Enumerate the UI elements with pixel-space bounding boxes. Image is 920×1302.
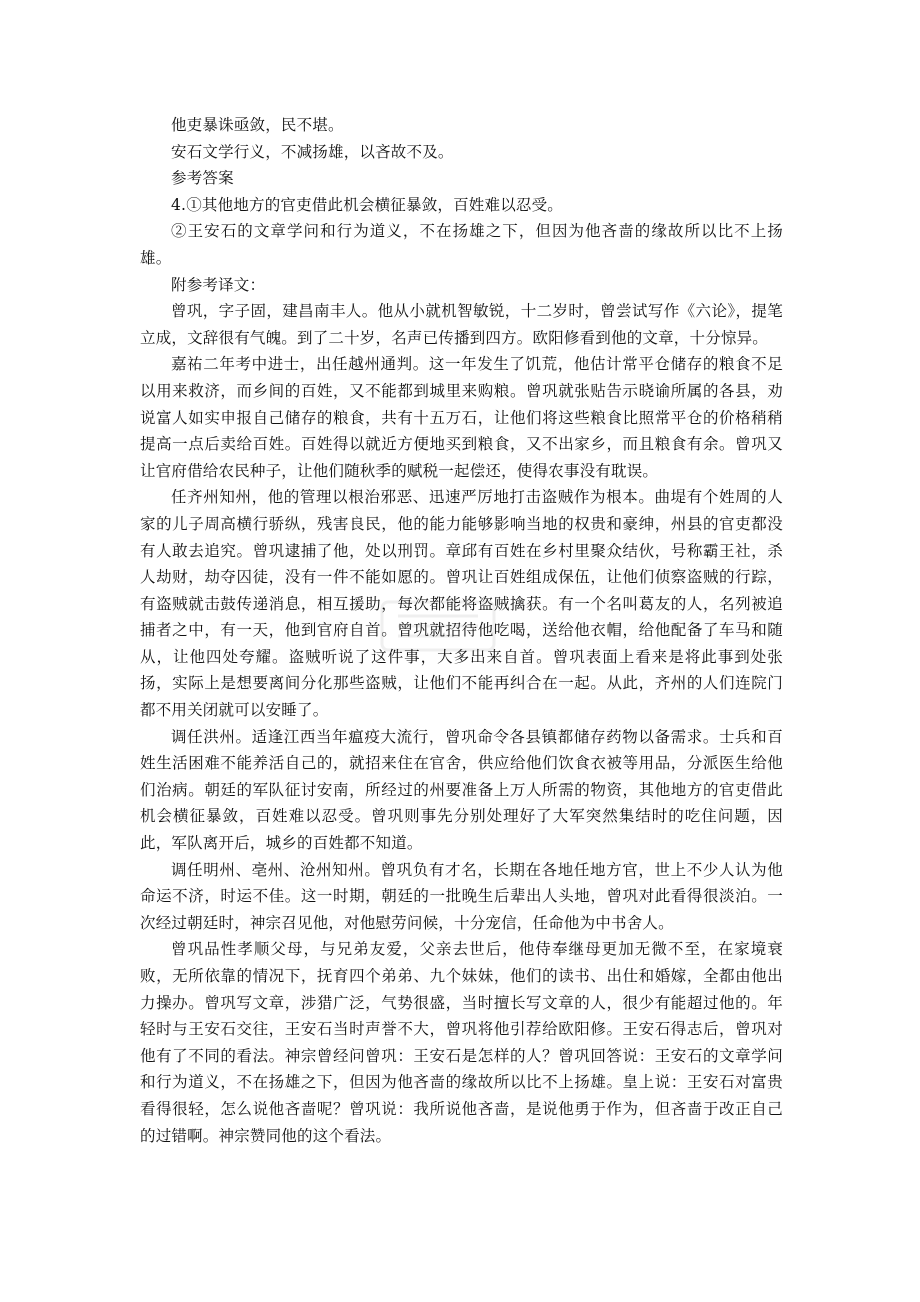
translation-paragraph-2: 嘉祐二年考中进士，出任越州通判。这一年发生了饥荒，他估计常平仓储存的粮食不足以用来救济，而乡间的百姓，又不能都到城里来购粮。曾巩就张贴告示晓谕所属的各县，劝说富人如实申报自己储存的粮食，共有十五万石，让他们将这些粮食比照常平仓的价格稍稍提高一点后卖给百姓。百姓得以就近方便地买到粮食，又不出家乡，而且粮食有余。曾巩又让官府借给农民种子，让他们随秋季的赋税一起偿还，使得农事没有耽误。	[140, 355, 783, 480]
answer-item-2: ②王安石的文章学问和行为道义，不在扬雄之下，但因为他吝啬的缘故所以比不上扬雄。	[140, 222, 783, 267]
translation-paragraph-4: 调任洪州。适逢江西当年瘟疫大流行，曾巩命令各县镇都储存药物以备需求。士兵和百姓生活困难不能养活自己的，就招来住在官舍，供应给他们饮食衣被等用品，分派医生给他们治病。朝廷的军队征讨安南，所经过的州要准备上万人所需的物资，其他地方的官吏借此机会横征暴敛，百姓难以忍受。曾巩则事先分别处理好了大军突然集结时的吃住问题，因此，军队离开后，城乡的百姓都不知道。	[140, 727, 783, 853]
document-body	[140, 112, 783, 1149]
translation-paragraph-5: 调任明州、亳州、沧州知州。曾巩负有才名，长期在各地任地方官，世上不少人认为他命运不济，时运不佳。这一时期，朝廷的一批晚生后辈出人头地，曾巩对此看得很淡泊。一次经过朝廷时，神宗召见他，对他慰劳问候，十分宠信，任命他为中书舍人。	[140, 860, 783, 932]
translation-paragraph-6: 曾巩品性孝顺父母，与兄弟友爱，父亲去世后，他侍奉继母更加无微不至，在家境衰败，无所依靠的情况下，抚育四个弟弟、九个妹妹，他们的读书、出仕和婚嫁，全都由他出力操办。曾巩写文章，涉猎广泛，气势很盛，当时擅长写文章的人，很少有能超过他的。年轻时与王安石交往，王安石当时声誉不大，曾巩将他引荐给欧阳修。王安石得志后，曾巩对他有了不同的看法。神宗曾经问曾巩：王安石是怎样的人？曾巩回答说：王安石的文章学问和行为道义，不在扬雄之下，但因为他吝啬的缘故所以比不上扬雄。皇上说：王安石对富贵看得很轻，怎么说他吝啬呢？曾巩说：我所说他吝啬，是说他勇于作为，但吝啬于改正自己的过错啊。神宗赞同他的这个看法。	[140, 940, 783, 1145]
translation-paragraph-1: 曾巩，字子固，建昌南丰人。他从小就机智敏锐，十二岁时，曾尝试写作《六论》，提笔立成，文辞很有气魄。到了二十岁，名声已传播到四方。欧阳修看到他的文章，十分惊异。	[140, 302, 783, 347]
answer-item-1: 4.①其他地方的官吏借此机会横征暴敛，百姓难以忍受。	[171, 195, 563, 214]
quote-line-1: 他吏暴诛亟敛，民不堪。	[171, 116, 344, 134]
translation-heading: 附参考译文：	[171, 275, 266, 294]
translation-paragraph-3: 任齐州知州，他的管理以根治邪恶、迅速严厉地打击盗贼作为根本。曲堤有个姓周的人家的儿子周高横行骄纵，残害良民，他的能力能够影响当地的权贵和豪绅，州县的官吏都没有人敢去追究。曾巩逮捕了他，处以刑罚。章邱有百姓在乡村里聚众结伙，号称霸王社，杀人劫财，劫夺囚徒，没有一件不能如愿的。曾巩让百姓组成保伍，让他们侦察盗贼的行踪，有盗贼就击鼓传递消息，相互援助，每次都能将盗贼擒获。有一个名叫葛友的人，名列被追捕者之中，有一天，他到官府自首。曾巩就招待他吃喝，送给他衣帽，给他配备了车马和随从，让他四处夸耀。盗贼听说了这件事，大多出来自首。曾巩表面上看来是将此事到处张扬，实际上是想要离间分化那些盗贼，让他们不能再纠合在一起。从此，齐州的人们连院门都不用关闭就可以安睡了。	[140, 488, 783, 720]
quote-line-2: 安石文学行义，不减扬雄，以吝故不及。	[171, 142, 454, 161]
answer-heading: 参考答案	[171, 169, 234, 188]
